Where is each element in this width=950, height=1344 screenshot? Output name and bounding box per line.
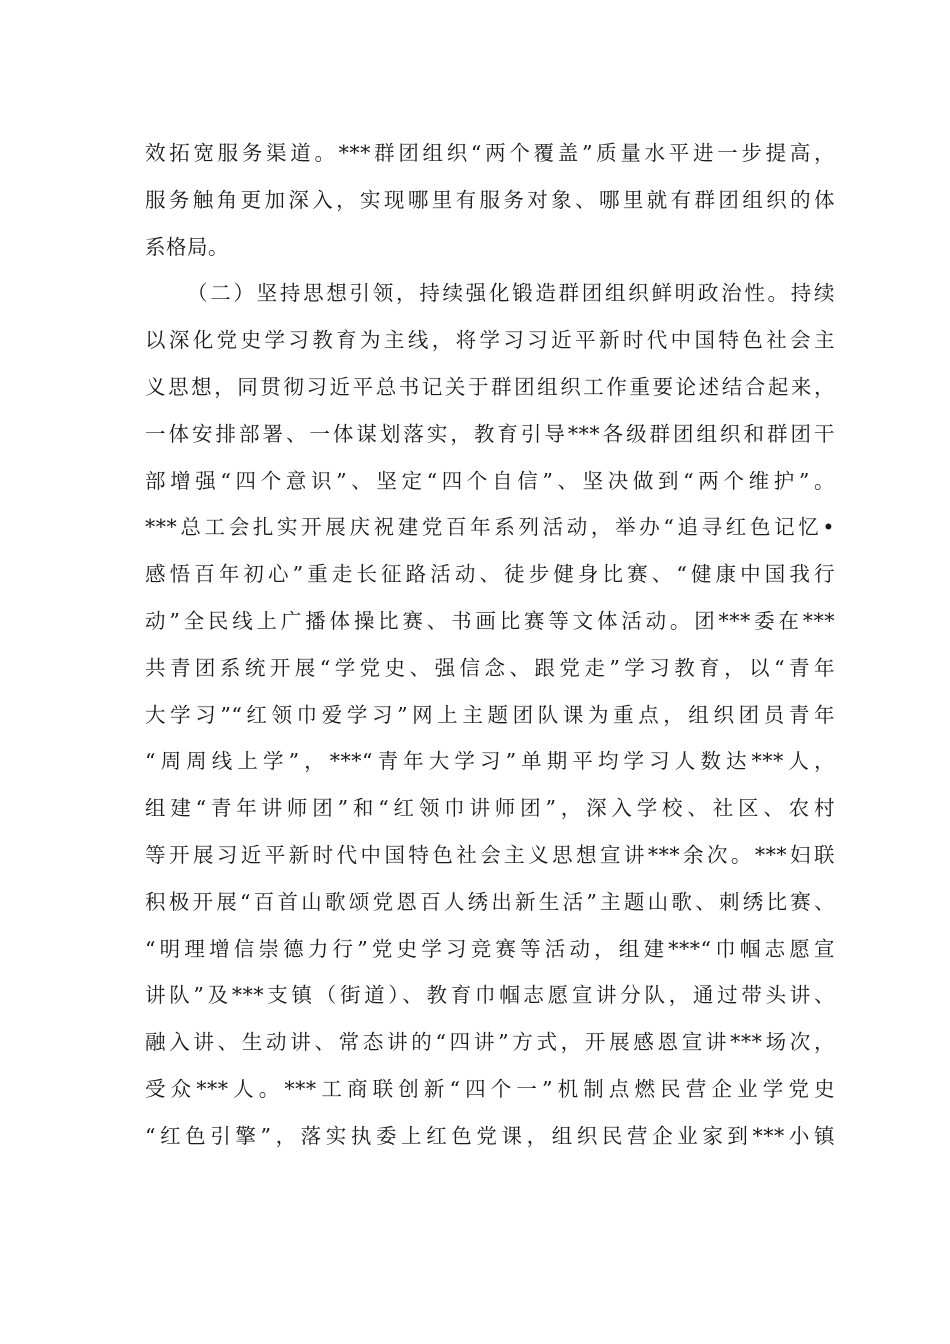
text-line: 受众***人。***工商联创新“四个一”机制点燃民营企业学党史 <box>145 1076 835 1101</box>
text-line: 大学习”“红领巾爱学习”网上主题团队课为重点，组织团员青年 <box>145 702 835 727</box>
text-line: “明理增信崇德力行”党史学习竞赛等活动，组建***“巾帼志愿宣 <box>145 936 835 961</box>
text-line: ***总工会扎实开展庆祝建党百年系列活动，举办“追寻红色记忆• <box>145 515 835 540</box>
text-line: 积极开展“百首山歌颂党恩百人绣出新生活”主题山歌、刺绣比赛、 <box>145 889 835 914</box>
text-line: 部增强“四个意识”、坚定“四个自信”、坚决做到“两个维护”。 <box>145 468 835 493</box>
text-line: 动”全民线上广播体操比赛、书画比赛等文体活动。团***委在*** <box>145 608 835 633</box>
text-line: 融入讲、生动讲、常态讲的“四讲”方式，开展感恩宣讲***场次， <box>145 1030 835 1055</box>
text-line: 服务触角更加深入，实现哪里有服务对象、哪里就有群团组织的体 <box>145 187 835 212</box>
section-heading-line: （二）坚持思想引领，持续强化锻造群团组织鲜明政治性。持续 <box>187 281 835 306</box>
text-line: 组建“青年讲师团”和“红领巾讲师团”，深入学校、社区、农村 <box>145 796 835 821</box>
text-line: 共青团系统开展“学党史、强信念、跟党走”学习教育，以“青年 <box>145 655 835 680</box>
text-line: “周周线上学”，***“青年大学习”单期平均学习人数达***人， <box>145 749 835 774</box>
text-line: 义思想，同贯彻习近平总书记关于群团组织工作重要论述结合起来， <box>145 374 835 399</box>
text-line: “红色引擎”，落实执委上红色党课，组织民营企业家到***小镇 <box>145 1123 835 1148</box>
document-body <box>145 130 835 1160</box>
text-line: 感悟百年初心”重走长征路活动、徒步健身比赛、“健康中国我行 <box>145 562 835 587</box>
text-line: 讲队”及***支镇（街道）、教育巾帼志愿宣讲分队，通过带头讲、 <box>145 983 835 1008</box>
text-line: 一体安排部署、一体谋划落实，教育引导***各级群团组织和群团干 <box>145 421 835 446</box>
text-line: 效拓宽服务渠道。***群团组织“两个覆盖”质量水平进一步提高， <box>145 141 835 165</box>
text-line: 等开展习近平新时代中国特色社会主义思想宣讲***余次。***妇联 <box>145 842 835 867</box>
text-line: 以深化党史学习教育为主线，将学习习近平新时代中国特色社会主 <box>145 328 835 353</box>
text-line: 系格局。 <box>145 234 229 259</box>
